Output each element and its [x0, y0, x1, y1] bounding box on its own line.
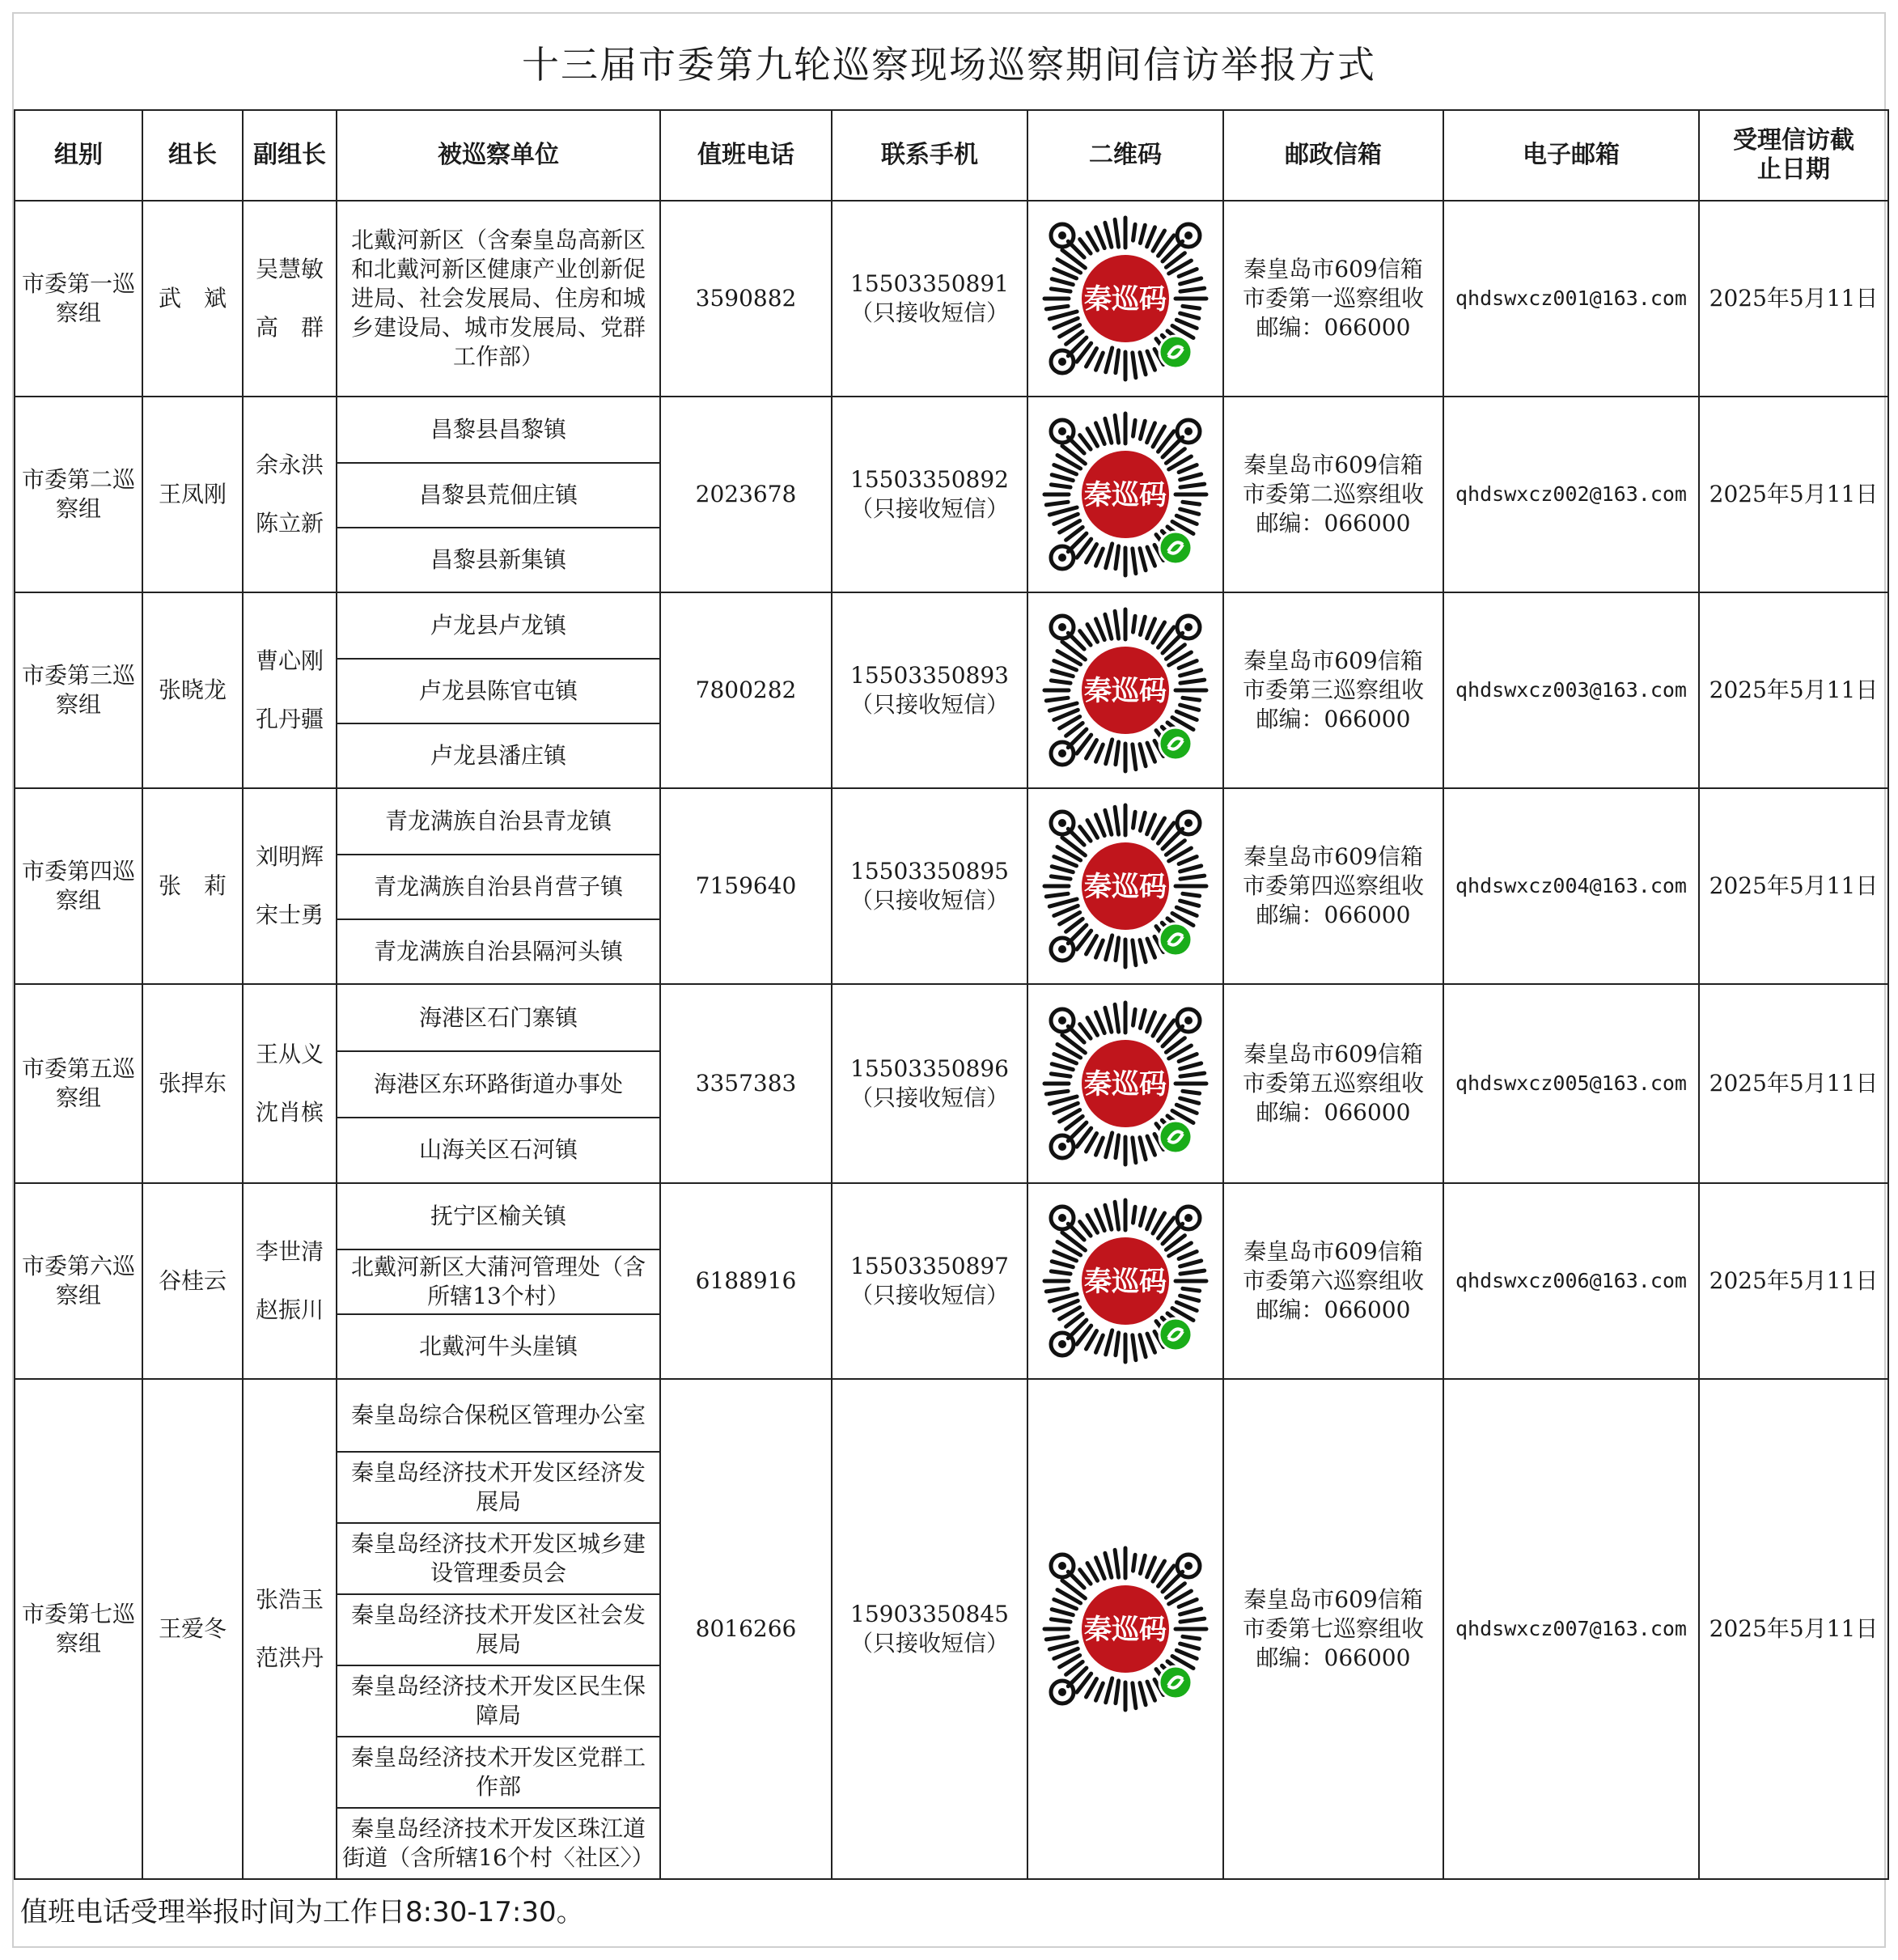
header-vice: 副组长	[243, 110, 337, 201]
mobile-cell	[832, 201, 1027, 397]
postal-line: 市委第七巡察组收	[1242, 1614, 1424, 1642]
mobile-number: 15503350895	[850, 858, 1009, 885]
vice-leader-name: 陈立新	[255, 510, 324, 537]
header-mobile: 联系手机	[832, 110, 1027, 201]
mobile-note: （只接收短信）	[849, 1084, 1009, 1111]
qr-code-icon	[1036, 405, 1214, 583]
deadline-cell: 2025年5月11日	[1699, 788, 1888, 984]
inspected-unit: 昌黎县荒佃庄镇	[337, 462, 659, 527]
email-cell: qhdswxcz004@163.com	[1443, 788, 1699, 984]
inspected-unit: 秦皇岛经济技术开发区民生保障局	[337, 1665, 659, 1736]
contact-table	[14, 109, 1889, 1880]
postal-line: 邮编：066000	[1256, 314, 1411, 341]
postal-line: 市委第五巡察组收	[1242, 1069, 1424, 1097]
vice-leader-name: 王从义	[255, 1040, 324, 1067]
inspected-unit: 昌黎县新集镇	[337, 527, 659, 592]
header-qr: 二维码	[1027, 110, 1223, 201]
table-row	[15, 984, 1888, 1183]
units-cell	[337, 984, 660, 1183]
email-cell: qhdswxcz002@163.com	[1443, 397, 1699, 592]
table-row	[15, 1183, 1888, 1379]
postal-line: 秦皇岛市609信箱	[1243, 1040, 1423, 1067]
inspected-unit: 卢龙县陈官屯镇	[337, 658, 659, 723]
vice-leader-name: 赵振川	[255, 1296, 324, 1323]
mobile-number: 15503350892	[850, 466, 1009, 493]
email-cell: qhdswxcz001@163.com	[1443, 201, 1699, 397]
postal-cell	[1223, 592, 1443, 788]
qr-logo-text: 秦巡码	[1084, 1067, 1167, 1101]
postal-cell	[1223, 1183, 1443, 1379]
mobile-cell	[832, 1379, 1027, 1879]
inspected-unit: 秦皇岛经济技术开发区社会发展局	[337, 1593, 659, 1665]
leader-cell: 张捍东	[142, 984, 243, 1183]
postal-cell	[1223, 984, 1443, 1183]
qr-logo-text: 秦巡码	[1084, 675, 1167, 707]
mobile-number: 15503350893	[850, 662, 1009, 689]
header-leader: 组长	[142, 110, 243, 201]
units-list	[337, 789, 659, 983]
postal-line: 邮编：066000	[1256, 1644, 1411, 1671]
leader-cell: 张 莉	[142, 788, 243, 984]
table-row	[15, 397, 1888, 592]
inspected-unit: 秦皇岛综合保税区管理办公室	[350, 1401, 646, 1428]
deadline-cell: 2025年5月11日	[1699, 201, 1888, 397]
qr-logo-text: 秦巡码	[1084, 1613, 1167, 1646]
inspected-unit: 秦皇岛经济技术开发区党群工作部	[337, 1736, 659, 1807]
vice-leader-name: 沈肖槟	[255, 1098, 324, 1126]
units-cell	[337, 592, 660, 788]
deadline-cell: 2025年5月11日	[1699, 592, 1888, 788]
group-cell: 市委第三巡察组	[15, 592, 142, 788]
units-cell	[337, 201, 660, 397]
postal-line: 秦皇岛市609信箱	[1243, 256, 1423, 282]
postal-cell	[1223, 1379, 1443, 1879]
duty-phone-cell: 2023678	[660, 397, 832, 592]
inspected-unit: 山海关区石河镇	[337, 1117, 659, 1182]
vice-cell	[243, 788, 337, 984]
units-list	[337, 985, 659, 1182]
deadline-cell: 2025年5月11日	[1699, 1183, 1888, 1379]
qr-code-icon	[1036, 995, 1214, 1173]
duty-phone-cell: 8016266	[660, 1379, 832, 1879]
mobile-cell	[832, 1183, 1027, 1379]
vice-leader-name: 宋士勇	[255, 902, 324, 928]
group-cell: 市委第一巡察组	[15, 201, 142, 397]
inspected-unit: 北戴河新区大蒲河管理处（含所辖13个村）	[337, 1249, 659, 1313]
duty-phone-cell: 6188916	[660, 1183, 832, 1379]
inspected-unit: 北戴河牛头崖镇	[337, 1313, 659, 1378]
qr-code-icon	[1036, 1540, 1214, 1718]
group-cell: 市委第二巡察组	[15, 397, 142, 592]
postal-line: 邮编：066000	[1256, 1296, 1411, 1323]
mobile-note: （只接收短信）	[849, 299, 1009, 326]
page-title: 十三届市委第九轮巡察现场巡察期间信访举报方式	[522, 43, 1376, 87]
wechat-icon	[1159, 532, 1192, 564]
group-cell: 市委第七巡察组	[15, 1379, 142, 1879]
mobile-cell	[832, 984, 1027, 1183]
mobile-number: 15503350897	[850, 1252, 1009, 1279]
qr-logo-text: 秦巡码	[1084, 479, 1167, 511]
units-list	[337, 1184, 659, 1378]
document-page	[12, 12, 1886, 1948]
header-email: 电子邮箱	[1443, 110, 1699, 201]
vice-cell	[243, 397, 337, 592]
header-duty-phone: 值班电话	[660, 110, 832, 201]
table-row	[15, 788, 1888, 984]
inspected-unit: 卢龙县卢龙镇	[430, 612, 566, 638]
postal-line: 市委第六巡察组收	[1242, 1266, 1424, 1294]
qr-code-icon	[1036, 601, 1214, 779]
units-cell	[337, 788, 660, 984]
group-cell: 市委第四巡察组	[15, 788, 142, 984]
vice-leader-name: 李世清	[255, 1237, 324, 1265]
units-list	[337, 593, 659, 787]
table-row	[15, 201, 1888, 397]
qr-logo-text: 秦巡码	[1084, 1265, 1167, 1298]
duty-phone-cell: 3590882	[660, 201, 832, 397]
leader-cell: 张晓龙	[142, 592, 243, 788]
qr-cell	[1027, 984, 1223, 1183]
qr-code-icon	[1036, 210, 1214, 388]
qr-cell	[1027, 397, 1223, 592]
header-postal: 邮政信箱	[1223, 110, 1443, 201]
postal-cell	[1223, 788, 1443, 984]
header-units: 被巡察单位	[337, 110, 660, 201]
mobile-note: （只接收短信）	[849, 887, 1009, 914]
table-row	[15, 1379, 1888, 1879]
inspected-unit: 抚宁区榆关镇	[430, 1202, 566, 1229]
mobile-note: （只接收短信）	[849, 691, 1009, 718]
units-list	[337, 397, 659, 592]
postal-line: 市委第二巡察组收	[1242, 481, 1424, 507]
header-group: 组别	[15, 110, 142, 201]
deadline-cell: 2025年5月11日	[1699, 1379, 1888, 1879]
postal-cell	[1223, 201, 1443, 397]
deadline-cell: 2025年5月11日	[1699, 397, 1888, 592]
duty-phone-cell: 3357383	[660, 984, 832, 1183]
mobile-number: 15903350845	[850, 1600, 1009, 1627]
vice-leader-name: 孔丹疆	[255, 706, 324, 732]
mobile-note: （只接收短信）	[849, 1629, 1009, 1657]
wechat-icon	[1159, 1666, 1192, 1699]
email-cell: qhdswxcz007@163.com	[1443, 1379, 1699, 1879]
inspected-unit: 秦皇岛经济技术开发区经济发展局	[337, 1451, 659, 1522]
wechat-icon	[1159, 336, 1192, 368]
qr-code-icon	[1036, 797, 1214, 975]
vice-cell	[243, 201, 337, 397]
vice-leader-name: 吴慧敏	[255, 256, 324, 282]
units-cell	[337, 1379, 660, 1879]
postal-line: 市委第一巡察组收	[1242, 285, 1424, 312]
units-list	[337, 1380, 659, 1878]
header-row	[15, 110, 1888, 201]
duty-phone-cell: 7800282	[660, 592, 832, 788]
vice-leader-name: 余永洪	[255, 452, 324, 478]
qr-logo-text: 秦巡码	[1084, 871, 1167, 903]
postal-line: 秦皇岛市609信箱	[1243, 452, 1423, 478]
vice-leader-name: 刘明辉	[255, 843, 324, 870]
inspected-unit: 海港区东环路街道办事处	[337, 1050, 659, 1116]
footer-note: 值班电话受理举报时间为工作日8:30-17:30。	[20, 1896, 584, 1928]
email-cell: qhdswxcz003@163.com	[1443, 592, 1699, 788]
postal-line: 市委第四巡察组收	[1242, 872, 1424, 899]
vice-cell	[243, 592, 337, 788]
qr-cell	[1027, 201, 1223, 397]
mobile-cell	[832, 592, 1027, 788]
qr-logo-text: 秦巡码	[1084, 283, 1167, 316]
vice-leader-name: 张浩玉	[255, 1585, 324, 1613]
leader-cell: 谷桂云	[142, 1183, 243, 1379]
vice-leader-name: 曹心刚	[255, 647, 324, 674]
mobile-number: 15503350896	[850, 1054, 1009, 1082]
postal-line: 邮编：066000	[1256, 510, 1411, 537]
inspected-unit: 青龙满族自治县肖营子镇	[337, 854, 659, 918]
qr-cell	[1027, 1379, 1223, 1879]
postal-cell	[1223, 397, 1443, 592]
qr-cell	[1027, 788, 1223, 984]
units-list	[337, 202, 659, 396]
mobile-number: 15503350891	[850, 270, 1009, 297]
qr-code-icon	[1036, 1192, 1214, 1370]
postal-line: 邮编：066000	[1256, 902, 1411, 928]
mobile-note: （只接收短信）	[849, 495, 1009, 522]
leader-cell: 武 斌	[142, 201, 243, 397]
inspected-unit: 秦皇岛经济技术开发区城乡建设管理委员会	[337, 1522, 659, 1593]
group-cell: 市委第五巡察组	[15, 984, 142, 1183]
wechat-icon	[1159, 728, 1192, 760]
leader-cell: 王爱冬	[142, 1379, 243, 1879]
wechat-icon	[1159, 1121, 1192, 1153]
vice-cell	[243, 1183, 337, 1379]
table-row	[15, 592, 1888, 788]
wechat-icon	[1159, 923, 1192, 956]
qr-cell	[1027, 592, 1223, 788]
qr-cell	[1027, 1183, 1223, 1379]
deadline-cell: 2025年5月11日	[1699, 984, 1888, 1183]
units-cell	[337, 397, 660, 592]
postal-line: 秦皇岛市609信箱	[1243, 1237, 1423, 1265]
email-cell: qhdswxcz006@163.com	[1443, 1183, 1699, 1379]
vice-cell	[243, 1379, 337, 1879]
group-cell: 市委第六巡察组	[15, 1183, 142, 1379]
vice-cell	[243, 984, 337, 1183]
inspected-unit: 海港区石门寨镇	[418, 1003, 578, 1031]
duty-phone-cell: 7159640	[660, 788, 832, 984]
inspected-unit: 青龙满族自治县隔河头镇	[337, 918, 659, 983]
postal-line: 市委第三巡察组收	[1242, 677, 1424, 703]
header-deadline: 受理信访截止日期	[1699, 110, 1888, 201]
postal-line: 秦皇岛市609信箱	[1243, 1585, 1423, 1613]
inspected-unit: 秦皇岛经济技术开发区珠江道街道（含所辖16个村〈社区〉）	[337, 1807, 659, 1878]
inspected-unit: 卢龙县潘庄镇	[337, 723, 659, 787]
leader-cell: 王凤刚	[142, 397, 243, 592]
vice-leader-name: 高 群	[255, 314, 324, 341]
email-cell: qhdswxcz005@163.com	[1443, 984, 1699, 1183]
units-cell	[337, 1183, 660, 1379]
inspected-unit: 北戴河新区（含秦皇岛高新区和北戴河新区健康产业创新促进局、社会发展局、住房和城乡建设局、城市发展局、党群工作部）	[350, 227, 646, 370]
inspected-unit: 青龙满族自治县青龙镇	[384, 808, 612, 834]
postal-line: 秦皇岛市609信箱	[1243, 647, 1423, 674]
inspected-unit: 昌黎县昌黎镇	[430, 416, 566, 443]
postal-line: 邮编：066000	[1256, 1098, 1411, 1126]
mobile-cell	[832, 788, 1027, 984]
postal-line: 邮编：066000	[1256, 706, 1411, 732]
mobile-cell	[832, 397, 1027, 592]
vice-leader-name: 范洪丹	[255, 1644, 324, 1671]
wechat-icon	[1159, 1318, 1192, 1351]
mobile-note: （只接收短信）	[849, 1281, 1009, 1309]
postal-line: 秦皇岛市609信箱	[1243, 843, 1423, 870]
